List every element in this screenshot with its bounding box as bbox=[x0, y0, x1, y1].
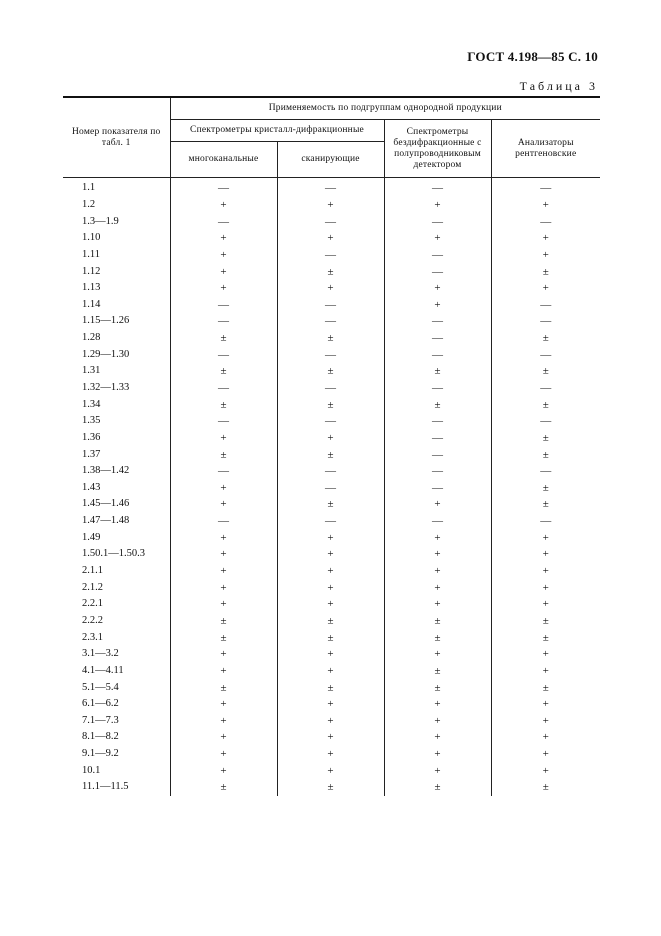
table-header bbox=[63, 97, 600, 178]
nondiffraction-cell: + bbox=[384, 596, 491, 613]
multichannel-cell: + bbox=[170, 729, 277, 746]
multichannel-cell: — bbox=[170, 313, 277, 330]
analyzers-cell: — bbox=[491, 313, 600, 330]
nondiffraction-cell: + bbox=[384, 746, 491, 763]
analyzers-cell: + bbox=[491, 247, 600, 264]
indicator-number-cell: 5.1—5.4 bbox=[82, 681, 119, 693]
scanning-cell: + bbox=[277, 197, 384, 214]
scanning-cell: ± bbox=[277, 363, 384, 380]
scanning-cell: — bbox=[277, 178, 384, 197]
nondiffraction-cell: ± bbox=[384, 613, 491, 630]
indicator-number-cell: 1.50.1—1.50.3 bbox=[82, 548, 145, 560]
indicator-number-cell: 1.49 bbox=[82, 531, 101, 543]
nondiffraction-cell: + bbox=[384, 563, 491, 580]
indicator-number-cell: 1.1 bbox=[82, 182, 96, 194]
indicator-number-cell: 3.1—3.2 bbox=[82, 648, 119, 660]
indicator-number-cell: 1.38—1.42 bbox=[82, 465, 130, 477]
scanning-cell: — bbox=[277, 247, 384, 264]
table-caption: Таблица 3 bbox=[519, 79, 598, 93]
multichannel-cell: + bbox=[170, 596, 277, 613]
table-row bbox=[63, 513, 600, 530]
analyzers-cell: + bbox=[491, 762, 600, 779]
scanning-cell: + bbox=[277, 729, 384, 746]
table-row bbox=[63, 563, 600, 580]
table-row bbox=[63, 579, 600, 596]
scanning-cell: ± bbox=[277, 679, 384, 696]
multichannel-cell: + bbox=[170, 480, 277, 497]
analyzers-cell: + bbox=[491, 663, 600, 680]
table-row bbox=[63, 263, 600, 280]
nondiffraction-cell: — bbox=[384, 213, 491, 230]
analyzers-cell: — bbox=[491, 213, 600, 230]
table-row bbox=[63, 696, 600, 713]
table-row bbox=[63, 629, 600, 646]
indicator-number-cell: 1.35 bbox=[82, 415, 101, 427]
analyzers-cell: + bbox=[491, 646, 600, 663]
scanning-cell: + bbox=[277, 663, 384, 680]
scanning-cell: — bbox=[277, 380, 384, 397]
header-nondiffraction: Спектрометры бездифракционные с полупроводниковым детектором bbox=[384, 120, 491, 178]
scanning-cell: + bbox=[277, 746, 384, 763]
analyzers-cell: ± bbox=[491, 263, 600, 280]
indicator-number-cell: 1.13 bbox=[82, 282, 101, 294]
table-row bbox=[63, 613, 600, 630]
scanning-cell: ± bbox=[277, 613, 384, 630]
indicator-number-cell: 1.12 bbox=[82, 265, 101, 277]
nondiffraction-cell: — bbox=[384, 413, 491, 430]
multichannel-cell: — bbox=[170, 213, 277, 230]
table-row bbox=[63, 529, 600, 546]
indicator-number-cell: 2.2.2 bbox=[82, 614, 103, 626]
scanning-cell: — bbox=[277, 213, 384, 230]
nondiffraction-cell: — bbox=[384, 463, 491, 480]
multichannel-cell: + bbox=[170, 663, 277, 680]
scanning-cell: — bbox=[277, 346, 384, 363]
table-row bbox=[63, 230, 600, 247]
analyzers-cell: + bbox=[491, 746, 600, 763]
analyzers-cell: + bbox=[491, 546, 600, 563]
multichannel-cell: + bbox=[170, 496, 277, 513]
indicator-number-cell: 2.1.1 bbox=[82, 565, 103, 577]
indicator-number-cell: 1.37 bbox=[82, 448, 101, 460]
nondiffraction-cell: — bbox=[384, 346, 491, 363]
scanning-cell: + bbox=[277, 696, 384, 713]
table-row bbox=[63, 430, 600, 447]
nondiffraction-cell: — bbox=[384, 430, 491, 447]
scanning-cell: — bbox=[277, 513, 384, 530]
multichannel-cell: + bbox=[170, 546, 277, 563]
table-row bbox=[63, 363, 600, 380]
analyzers-cell: ± bbox=[491, 446, 600, 463]
indicator-number-cell: 1.32—1.33 bbox=[82, 382, 130, 393]
header-scanning: сканирующие bbox=[277, 142, 384, 178]
table-row bbox=[63, 663, 600, 680]
analyzers-cell: + bbox=[491, 529, 600, 546]
table-row bbox=[63, 280, 600, 297]
scanning-cell: — bbox=[277, 463, 384, 480]
table-row bbox=[63, 213, 600, 230]
table-row bbox=[63, 346, 600, 363]
header-indicator-number: Номер показателя по табл. 1 bbox=[63, 97, 170, 178]
indicator-number-cell: 1.28 bbox=[82, 332, 101, 344]
indicator-number-cell: 1.3—1.9 bbox=[82, 215, 119, 227]
indicator-number-cell: 1.36 bbox=[82, 431, 101, 443]
indicator-number-cell: 1.14 bbox=[82, 298, 101, 310]
nondiffraction-cell: + bbox=[384, 296, 491, 313]
table-row bbox=[63, 596, 600, 613]
multichannel-cell: — bbox=[170, 346, 277, 363]
table-row bbox=[63, 646, 600, 663]
indicator-number-cell: 1.10 bbox=[82, 232, 101, 244]
multichannel-cell: — bbox=[170, 380, 277, 397]
analyzers-cell: ± bbox=[491, 430, 600, 447]
table-body bbox=[63, 178, 600, 796]
analyzers-cell: ± bbox=[491, 480, 600, 497]
scanning-cell: ± bbox=[277, 496, 384, 513]
nondiffraction-cell: + bbox=[384, 762, 491, 779]
multichannel-cell: + bbox=[170, 430, 277, 447]
analyzers-cell: + bbox=[491, 596, 600, 613]
nondiffraction-cell: — bbox=[384, 247, 491, 264]
indicator-number-cell: 1.2 bbox=[82, 198, 96, 210]
table-row bbox=[63, 679, 600, 696]
table-row bbox=[63, 330, 600, 347]
table-row bbox=[63, 313, 600, 330]
nondiffraction-cell: — bbox=[384, 263, 491, 280]
nondiffraction-cell: + bbox=[384, 230, 491, 247]
analyzers-cell: ± bbox=[491, 629, 600, 646]
analyzers-cell: — bbox=[491, 513, 600, 530]
indicator-number-cell: 2.1.2 bbox=[82, 581, 103, 593]
scanning-cell: ± bbox=[277, 396, 384, 413]
multichannel-cell: — bbox=[170, 178, 277, 197]
table-row bbox=[63, 178, 600, 197]
scanning-cell: + bbox=[277, 563, 384, 580]
analyzers-cell: — bbox=[491, 380, 600, 397]
nondiffraction-cell: — bbox=[384, 513, 491, 530]
analyzers-cell: — bbox=[491, 346, 600, 363]
scanning-cell: + bbox=[277, 646, 384, 663]
nondiffraction-cell: — bbox=[384, 178, 491, 197]
scanning-cell: + bbox=[277, 529, 384, 546]
table-row bbox=[63, 446, 600, 463]
analyzers-cell: ± bbox=[491, 363, 600, 380]
nondiffraction-cell: + bbox=[384, 579, 491, 596]
page-header: ГОСТ 4.198—85 С. 10 bbox=[467, 49, 598, 64]
scanning-cell: ± bbox=[277, 446, 384, 463]
nondiffraction-cell: — bbox=[384, 380, 491, 397]
multichannel-cell: ± bbox=[170, 629, 277, 646]
analyzers-cell: ± bbox=[491, 679, 600, 696]
multichannel-cell: ± bbox=[170, 779, 277, 796]
scanning-cell: + bbox=[277, 230, 384, 247]
scanning-cell: — bbox=[277, 413, 384, 430]
analyzers-cell: ± bbox=[491, 330, 600, 347]
multichannel-cell: + bbox=[170, 579, 277, 596]
indicator-number-cell: 4.1—4.11 bbox=[82, 664, 124, 676]
scanning-cell: + bbox=[277, 280, 384, 297]
analyzers-cell: ± bbox=[491, 779, 600, 796]
analyzers-cell: + bbox=[491, 197, 600, 214]
multichannel-cell: + bbox=[170, 280, 277, 297]
table-row bbox=[63, 396, 600, 413]
analyzers-cell: + bbox=[491, 563, 600, 580]
multichannel-cell: ± bbox=[170, 330, 277, 347]
nondiffraction-cell: ± bbox=[384, 363, 491, 380]
indicator-number-cell: 1.43 bbox=[82, 481, 101, 493]
nondiffraction-cell: + bbox=[384, 696, 491, 713]
nondiffraction-cell: + bbox=[384, 646, 491, 663]
table-row bbox=[63, 413, 600, 430]
multichannel-cell: + bbox=[170, 563, 277, 580]
indicator-number-cell: 2.2.1 bbox=[82, 598, 103, 610]
scanning-cell: + bbox=[277, 579, 384, 596]
multichannel-cell: + bbox=[170, 713, 277, 730]
nondiffraction-cell: + bbox=[384, 729, 491, 746]
analyzers-cell: — bbox=[491, 463, 600, 480]
table-row bbox=[63, 729, 600, 746]
analyzers-cell: + bbox=[491, 230, 600, 247]
multichannel-cell: ± bbox=[170, 446, 277, 463]
multichannel-cell: + bbox=[170, 746, 277, 763]
nondiffraction-cell: + bbox=[384, 546, 491, 563]
multichannel-cell: + bbox=[170, 197, 277, 214]
multichannel-cell: ± bbox=[170, 679, 277, 696]
scanning-cell: ± bbox=[277, 330, 384, 347]
indicator-number-cell: 1.45—1.46 bbox=[82, 498, 130, 510]
multichannel-cell: + bbox=[170, 529, 277, 546]
analyzers-cell: + bbox=[491, 280, 600, 297]
header-applicability: Применяемость по подгруппам однородной продукции bbox=[170, 97, 600, 120]
analyzers-cell: — bbox=[491, 413, 600, 430]
table-row bbox=[63, 463, 600, 480]
analyzers-cell: ± bbox=[491, 396, 600, 413]
applicability-table bbox=[63, 96, 600, 796]
nondiffraction-cell: ± bbox=[384, 663, 491, 680]
scanning-cell: — bbox=[277, 480, 384, 497]
multichannel-cell: ± bbox=[170, 396, 277, 413]
nondiffraction-cell: ± bbox=[384, 779, 491, 796]
indicator-number-cell: 7.1—7.3 bbox=[82, 714, 119, 726]
nondiffraction-cell: — bbox=[384, 446, 491, 463]
multichannel-cell: + bbox=[170, 762, 277, 779]
analyzers-cell: — bbox=[491, 296, 600, 313]
table-row bbox=[63, 762, 600, 779]
indicator-number-cell: 1.15—1.26 bbox=[82, 315, 130, 327]
indicator-number-cell: 1.47—1.48 bbox=[82, 515, 130, 527]
analyzers-cell: ± bbox=[491, 613, 600, 630]
indicator-number-cell: 2.3.1 bbox=[82, 631, 103, 643]
table-row bbox=[63, 546, 600, 563]
nondiffraction-cell: + bbox=[384, 529, 491, 546]
analyzers-cell: + bbox=[491, 713, 600, 730]
nondiffraction-cell: + bbox=[384, 496, 491, 513]
table-row bbox=[63, 496, 600, 513]
multichannel-cell: + bbox=[170, 263, 277, 280]
nondiffraction-cell: + bbox=[384, 713, 491, 730]
analyzers-cell: + bbox=[491, 696, 600, 713]
multichannel-cell: + bbox=[170, 696, 277, 713]
scanning-cell: ± bbox=[277, 629, 384, 646]
analyzers-cell: + bbox=[491, 579, 600, 596]
analyzers-cell: + bbox=[491, 729, 600, 746]
indicator-number-cell: 1.11 bbox=[82, 248, 100, 260]
table-row bbox=[63, 380, 600, 397]
scanning-cell: + bbox=[277, 713, 384, 730]
table-row bbox=[63, 480, 600, 497]
header-multichannel: многоканальные bbox=[170, 142, 277, 178]
table-row bbox=[63, 197, 600, 214]
indicator-number-cell: 8.1—8.2 bbox=[82, 731, 119, 743]
indicator-number-cell: 6.1—6.2 bbox=[82, 698, 119, 710]
scanning-cell: + bbox=[277, 762, 384, 779]
scanning-cell: + bbox=[277, 596, 384, 613]
nondiffraction-cell: — bbox=[384, 313, 491, 330]
nondiffraction-cell: ± bbox=[384, 629, 491, 646]
scanning-cell: + bbox=[277, 546, 384, 563]
multichannel-cell: — bbox=[170, 513, 277, 530]
header-analyzers: Анализаторы рентгеновские bbox=[491, 120, 600, 178]
nondiffraction-cell: + bbox=[384, 280, 491, 297]
nondiffraction-cell: ± bbox=[384, 679, 491, 696]
multichannel-cell: — bbox=[170, 413, 277, 430]
table-row bbox=[63, 713, 600, 730]
multichannel-cell: + bbox=[170, 646, 277, 663]
multichannel-cell: + bbox=[170, 247, 277, 264]
table-row bbox=[63, 746, 600, 763]
scanning-cell: + bbox=[277, 430, 384, 447]
nondiffraction-cell: — bbox=[384, 330, 491, 347]
table-row bbox=[63, 296, 600, 313]
scanning-cell: ± bbox=[277, 263, 384, 280]
nondiffraction-cell: ± bbox=[384, 396, 491, 413]
scanning-cell: — bbox=[277, 313, 384, 330]
indicator-number-cell: 1.34 bbox=[82, 398, 101, 410]
multichannel-cell: — bbox=[170, 463, 277, 480]
indicator-number-cell: 1.31 bbox=[82, 365, 101, 377]
nondiffraction-cell: — bbox=[384, 480, 491, 497]
indicator-number-cell: 10.1 bbox=[82, 764, 101, 776]
multichannel-cell: + bbox=[170, 230, 277, 247]
scanning-cell: ± bbox=[277, 779, 384, 796]
table-row bbox=[63, 247, 600, 264]
indicator-number-cell: 1.29—1.30 bbox=[82, 348, 130, 360]
multichannel-cell: — bbox=[170, 296, 277, 313]
multichannel-cell: ± bbox=[170, 363, 277, 380]
table-row bbox=[63, 779, 600, 796]
scanning-cell: — bbox=[277, 296, 384, 313]
header-crystal-diffraction: Спектрометры кристалл-дифракционные bbox=[170, 120, 384, 142]
analyzers-cell: ± bbox=[491, 496, 600, 513]
indicator-number-cell: 9.1—9.2 bbox=[82, 748, 119, 760]
multichannel-cell: ± bbox=[170, 613, 277, 630]
indicator-number-cell: 11.1—11.5 bbox=[82, 781, 129, 793]
analyzers-cell: — bbox=[491, 178, 600, 197]
nondiffraction-cell: + bbox=[384, 197, 491, 214]
